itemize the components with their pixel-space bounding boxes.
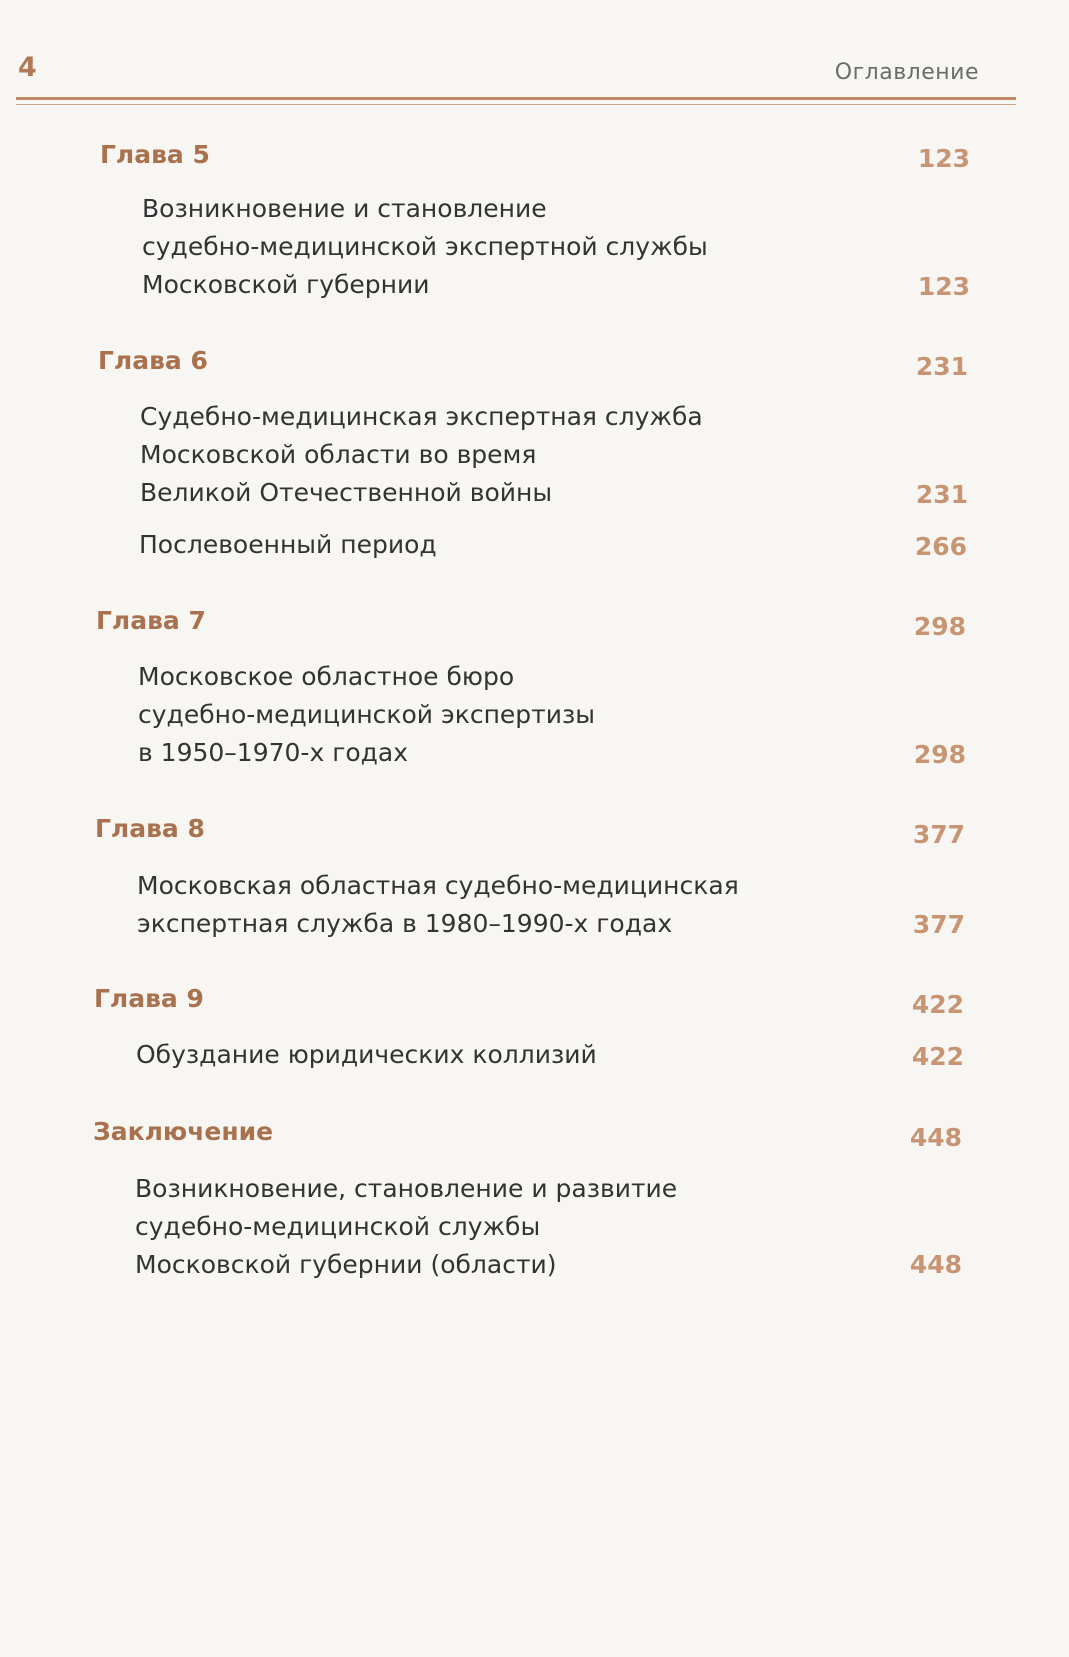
toc-entry-page: 422 (911, 1042, 964, 1071)
chapter-heading: Глава 5 (100, 140, 210, 169)
toc-entry-page: 377 (912, 910, 965, 939)
chapter-page-number: 422 (911, 990, 964, 1019)
running-title: Оглавление (834, 60, 979, 85)
toc-entry-title: Возникновение и становление судебно-медицинской экспертной службы Московской губернии (142, 194, 708, 299)
toc-entry-page: 266 (914, 532, 967, 561)
header-rule (16, 97, 1016, 100)
toc-entry-page: 123 (917, 272, 970, 301)
chapter-page-number: 377 (912, 820, 965, 849)
toc-entry-title: Послевоенный период (139, 530, 437, 559)
chapter-heading: Глава 6 (98, 346, 208, 375)
chapter-page-number: 448 (909, 1123, 962, 1152)
chapter-page-number: 298 (913, 612, 966, 641)
chapter-heading: Заключение (93, 1117, 274, 1146)
toc-entry-title: Обуздание юридических коллизий (136, 1040, 597, 1069)
toc-entry-page: 298 (913, 740, 966, 769)
toc-entry-title: Судебно-медицинская экспертная служба Московской области во время Великой Отечественной войны (140, 402, 703, 507)
toc-entry-title: Московская областная судебно-медицинская экспертная служба в 1980–1990-х годах (137, 871, 739, 938)
header-rule-secondary (16, 104, 1016, 105)
chapter-heading: Глава 9 (94, 984, 204, 1013)
toc-entry-page: 231 (915, 480, 968, 509)
page-number: 4 (18, 52, 37, 83)
chapter-heading: Глава 7 (96, 606, 206, 635)
toc-entry-title: Возникновение, становление и развитие судебно-медицинской службы Московской губернии (области) (135, 1174, 678, 1279)
toc-entry-page: 448 (909, 1250, 962, 1279)
toc-entry-title: Московское областное бюро судебно-медицинской экспертизы в 1950–1970-х годах (138, 662, 596, 767)
chapter-page-number: 231 (915, 352, 968, 381)
chapter-heading: Глава 8 (95, 814, 205, 843)
chapter-page-number: 123 (917, 144, 970, 173)
